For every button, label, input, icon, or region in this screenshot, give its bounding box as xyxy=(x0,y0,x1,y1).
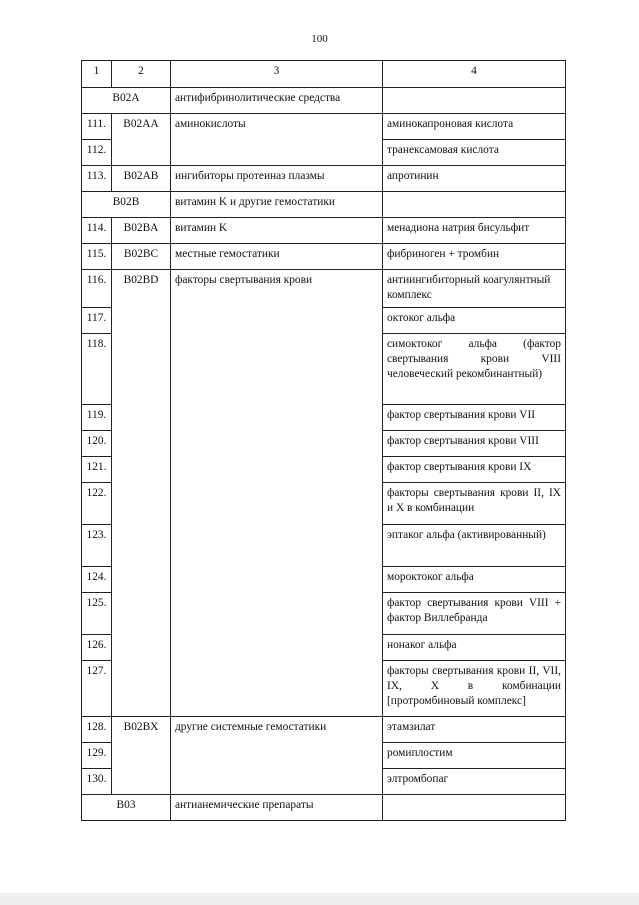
atc-code-cell: B03 xyxy=(82,795,171,821)
drug-name-cell: октоког альфа xyxy=(383,308,566,334)
atc-code-cell: B02BC xyxy=(112,244,171,270)
atc-code-cell: B02A xyxy=(82,88,171,114)
row-number-cell: 125. xyxy=(82,593,112,635)
group-name-cell: витамин K и другие гемостатики xyxy=(171,192,383,218)
row-number-cell: 124. xyxy=(82,567,112,593)
row-number-cell: 120. xyxy=(82,431,112,457)
drug-name-cell: нонаког альфа xyxy=(383,635,566,661)
table-row xyxy=(82,166,566,192)
drug-name-cell: транексамовая кислота xyxy=(383,140,566,166)
row-number-cell: 113. xyxy=(82,166,112,192)
atc-code-cell: B02AB xyxy=(112,166,171,192)
drug-name-cell: мороктоког альфа xyxy=(383,567,566,593)
row-number-cell: 130. xyxy=(82,769,112,795)
drug-name-cell: элтромбопаг xyxy=(383,769,566,795)
table-row xyxy=(82,244,566,270)
row-number-cell: 112. xyxy=(82,140,112,166)
group-name-cell: другие системные гемостатики xyxy=(171,717,383,795)
atc-code-cell: B02AA xyxy=(112,114,171,166)
drug-name-cell: факторы свертывания крови II, VII, IX, X в комбинации [протромбиновый комплекс] xyxy=(383,661,566,717)
row-number-cell: 122. xyxy=(82,483,112,525)
table-row xyxy=(82,270,566,308)
drug-name-cell: фактор свертывания крови VIII xyxy=(383,431,566,457)
group-name-cell: антианемические препараты xyxy=(171,795,383,821)
group-name-cell: витамин K xyxy=(171,218,383,244)
drug-name-cell: апротинин xyxy=(383,166,566,192)
column-header: 1 xyxy=(82,61,112,88)
table-row xyxy=(82,795,566,821)
row-number-cell: 116. xyxy=(82,270,112,308)
table-row xyxy=(82,114,566,140)
table-row xyxy=(82,218,566,244)
row-number-cell: 128. xyxy=(82,717,112,743)
group-name-cell: антифибринолитические средства xyxy=(171,88,383,114)
table-row xyxy=(82,717,566,743)
row-number-cell: 114. xyxy=(82,218,112,244)
drug-name-cell: фактор свертывания крови IX xyxy=(383,457,566,483)
drug-list-table xyxy=(81,60,566,821)
drug-name-cell: симоктоког альфа (фактор свертывания крови VIII человеческий рекомбинантный) xyxy=(383,334,566,405)
atc-code-cell: B02B xyxy=(82,192,171,218)
drug-name-cell: факторы свертывания крови II, IX и X в комбинации xyxy=(383,483,566,525)
row-number-cell: 111. xyxy=(82,114,112,140)
row-number-cell: 126. xyxy=(82,635,112,661)
column-header: 3 xyxy=(171,61,383,88)
page-number: 100 xyxy=(311,33,328,45)
column-header: 2 xyxy=(112,61,171,88)
drug-name-cell: фибриноген + тромбин xyxy=(383,244,566,270)
drug-name-cell: фактор свертывания крови VIII + фактор Виллебранда xyxy=(383,593,566,635)
drug-name-cell: фактор свертывания крови VII xyxy=(383,405,566,431)
drug-name-cell: аминокапроновая кислота xyxy=(383,114,566,140)
drug-name-cell: антиингибиторный коагулянтный комплекс xyxy=(383,270,566,308)
group-name-cell: аминокислоты xyxy=(171,114,383,166)
table-row xyxy=(82,88,566,114)
group-name-cell: факторы свертывания крови xyxy=(171,270,383,717)
atc-code-cell: B02BD xyxy=(112,270,171,717)
row-number-cell: 117. xyxy=(82,308,112,334)
row-number-cell: 115. xyxy=(82,244,112,270)
drug-name-cell: эптаког альфа (активированный) xyxy=(383,525,566,567)
row-number-cell: 127. xyxy=(82,661,112,717)
column-header: 4 xyxy=(383,61,566,88)
drug-name-cell xyxy=(383,88,566,114)
drug-name-cell xyxy=(383,192,566,218)
drug-name-cell: этамзилат xyxy=(383,717,566,743)
drug-name-cell: ромиплостим xyxy=(383,743,566,769)
table-row xyxy=(82,192,566,218)
drug-name-cell: менадиона натрия бисульфит xyxy=(383,218,566,244)
row-number-cell: 123. xyxy=(82,525,112,567)
drug-name-cell xyxy=(383,795,566,821)
atc-code-cell: B02BX xyxy=(112,717,171,795)
group-name-cell: местные гемостатики xyxy=(171,244,383,270)
row-number-cell: 119. xyxy=(82,405,112,431)
atc-code-cell: B02BA xyxy=(112,218,171,244)
scan-bottom-edge xyxy=(0,893,639,905)
row-number-cell: 118. xyxy=(82,334,112,405)
group-name-cell: ингибиторы протеиназ плазмы xyxy=(171,166,383,192)
row-number-cell: 129. xyxy=(82,743,112,769)
row-number-cell: 121. xyxy=(82,457,112,483)
table-header-row xyxy=(82,61,566,88)
